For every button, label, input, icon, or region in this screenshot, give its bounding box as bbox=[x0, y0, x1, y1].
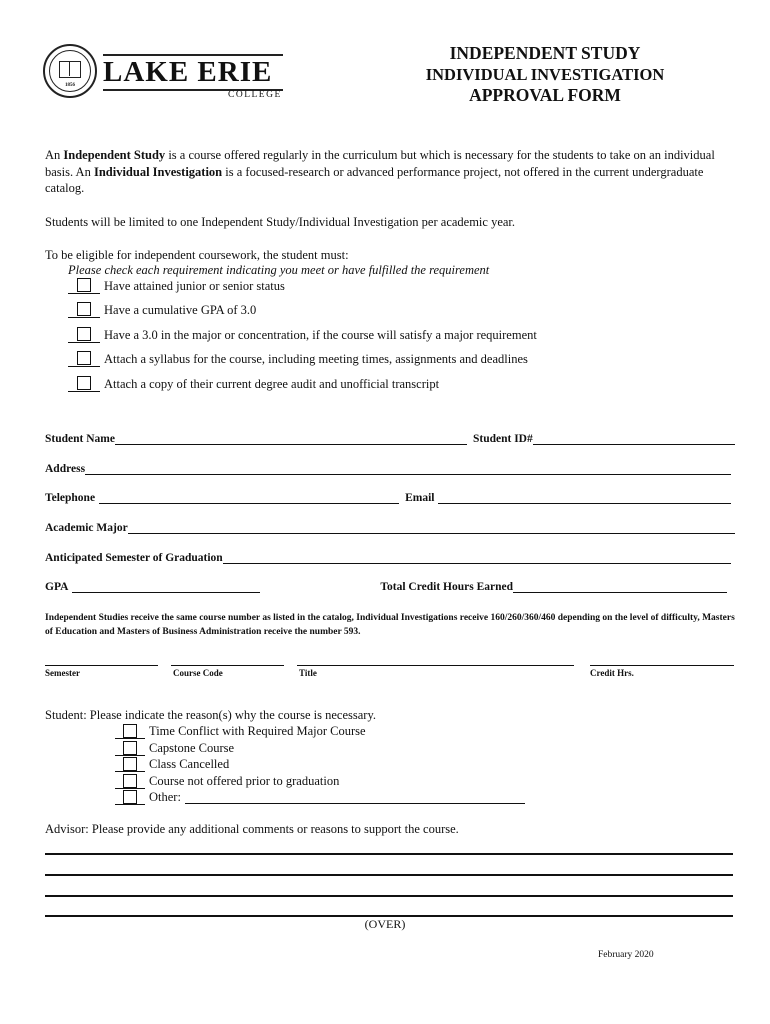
intro-text-a: An bbox=[45, 148, 64, 162]
requirement-item bbox=[68, 277, 285, 295]
eligibility-statement: To be eligible for independent coursework, the student must: bbox=[45, 248, 349, 262]
intro-paragraph bbox=[45, 147, 745, 197]
intro-term-independent-study: Independent Study bbox=[63, 148, 166, 162]
address-row bbox=[45, 463, 731, 475]
credit-hrs-field[interactable] bbox=[590, 665, 734, 666]
requirement-item bbox=[68, 375, 439, 393]
reason-item bbox=[115, 773, 339, 789]
reason-checkbox[interactable] bbox=[123, 757, 137, 771]
semester-label: Semester bbox=[45, 668, 80, 678]
gpa-label: GPA bbox=[45, 581, 69, 593]
intro-text-c: is a course offered regularly in the curriculum but which is necessary for the students to take on an individual basis. An bbox=[45, 148, 715, 179]
academic-major-row bbox=[45, 522, 735, 534]
credit-hrs-label: Credit Hrs. bbox=[590, 668, 634, 678]
reason-checkbox[interactable] bbox=[123, 724, 137, 738]
credit-hours-label: Total Credit Hours Earned bbox=[380, 581, 514, 593]
other-reason-field[interactable] bbox=[185, 791, 525, 804]
reason-label: Capstone Course bbox=[149, 740, 235, 755]
course-code-field[interactable] bbox=[171, 665, 284, 666]
requirement-label: Have attained junior or senior status bbox=[104, 278, 285, 293]
address-field[interactable] bbox=[85, 463, 731, 475]
student-id-label: Student ID# bbox=[472, 433, 533, 445]
title-line-3: APPROVAL FORM bbox=[469, 85, 621, 105]
student-name-field[interactable] bbox=[115, 433, 467, 445]
over-indicator: (OVER) bbox=[364, 917, 406, 931]
reason-label: Course not offered prior to graduation bbox=[149, 773, 340, 788]
graduation-field[interactable] bbox=[223, 552, 731, 564]
requirement-checkbox[interactable] bbox=[77, 376, 91, 390]
student-id-field[interactable] bbox=[533, 433, 735, 445]
reason-label: Class Cancelled bbox=[149, 756, 230, 771]
course-number-note: Independent Studies receive the same course number as listed in the catalog, Individual Investigations receive 160/260/360/460 depending on the level of difficulty, Masters of Education and Masters of Business Administration receive the number 593. bbox=[45, 613, 735, 637]
advisor-comment-line[interactable] bbox=[45, 853, 733, 855]
requirement-item bbox=[68, 326, 537, 344]
title-field[interactable] bbox=[297, 665, 574, 666]
logo-subtitle: COLLEGE bbox=[228, 90, 282, 100]
book-icon bbox=[59, 61, 81, 78]
student-name-row bbox=[45, 433, 735, 445]
title-label: Title bbox=[299, 668, 317, 678]
course-code-label: Course Code bbox=[173, 668, 223, 678]
academic-major-label: Academic Major bbox=[45, 522, 128, 534]
reason-checkbox[interactable] bbox=[123, 790, 137, 804]
advisor-comment-line[interactable] bbox=[45, 895, 733, 897]
seal-year: 1856 bbox=[65, 83, 75, 88]
reason-item-other bbox=[115, 789, 525, 805]
telephone-email-row bbox=[45, 492, 731, 504]
title-line-1: INDEPENDENT STUDY bbox=[449, 43, 641, 63]
requirement-item bbox=[68, 301, 256, 319]
reason-item bbox=[115, 756, 229, 772]
student-name-label: Student Name bbox=[45, 433, 115, 445]
intro-text-e: is a focused-research or advanced performance project, not offered in the current undergraduate catalog. bbox=[45, 164, 704, 195]
credit-hours-field[interactable] bbox=[513, 581, 727, 593]
graduation-label: Anticipated Semester of Graduation bbox=[45, 552, 223, 564]
reason-label: Other: bbox=[149, 789, 181, 804]
requirement-label: Attach a copy of their current degree audit and unofficial transcript bbox=[104, 376, 440, 391]
form-title bbox=[410, 43, 680, 106]
requirement-item bbox=[68, 350, 528, 368]
limit-statement: Students will be limited to one Independent Study/Individual Investigation per academic year. bbox=[45, 215, 516, 229]
requirement-checkbox[interactable] bbox=[77, 351, 91, 365]
reason-item bbox=[115, 723, 366, 739]
advisor-comment-line[interactable] bbox=[45, 874, 733, 876]
graduation-row bbox=[45, 552, 731, 564]
reason-checkbox[interactable] bbox=[123, 774, 137, 788]
eligibility-instruction: Please check each requirement indicating you meet or have fulfilled the requirement bbox=[68, 263, 490, 277]
reason-label: Time Conflict with Required Major Course bbox=[149, 723, 366, 738]
gpa-credits-row bbox=[45, 581, 727, 593]
requirement-label: Attach a syllabus for the course, including meeting times, assignments and deadlines bbox=[104, 351, 528, 366]
requirement-checkbox[interactable] bbox=[77, 327, 91, 341]
requirement-checkbox[interactable] bbox=[77, 302, 91, 316]
reason-item bbox=[115, 740, 234, 756]
academic-major-field[interactable] bbox=[128, 522, 735, 534]
college-seal-logo bbox=[43, 44, 97, 98]
requirement-checkbox[interactable] bbox=[77, 278, 91, 292]
reason-checkbox[interactable] bbox=[123, 741, 137, 755]
address-label: Address bbox=[45, 463, 86, 475]
requirement-label: Have a 3.0 in the major or concentration, if the course will satisfy a major requirement bbox=[104, 327, 537, 342]
title-line-2: INDIVIDUAL INVESTIGATION bbox=[425, 65, 665, 84]
telephone-field[interactable] bbox=[99, 492, 399, 504]
email-label: Email bbox=[405, 492, 435, 504]
semester-field[interactable] bbox=[45, 665, 158, 666]
telephone-label: Telephone bbox=[45, 492, 96, 504]
email-field[interactable] bbox=[438, 492, 731, 504]
revision-date: February 2020 bbox=[598, 950, 654, 960]
intro-term-individual-investigation: Individual Investigation bbox=[93, 164, 223, 179]
student-reason-prompt: Student: Please indicate the reason(s) why the course is necessary. bbox=[45, 708, 377, 722]
requirement-label: Have a cumulative GPA of 3.0 bbox=[104, 302, 257, 317]
logo-name: LAKE ERIE bbox=[103, 56, 273, 88]
gpa-field[interactable] bbox=[72, 581, 260, 593]
advisor-prompt: Advisor: Please provide any additional comments or reasons to support the course. bbox=[45, 822, 459, 836]
